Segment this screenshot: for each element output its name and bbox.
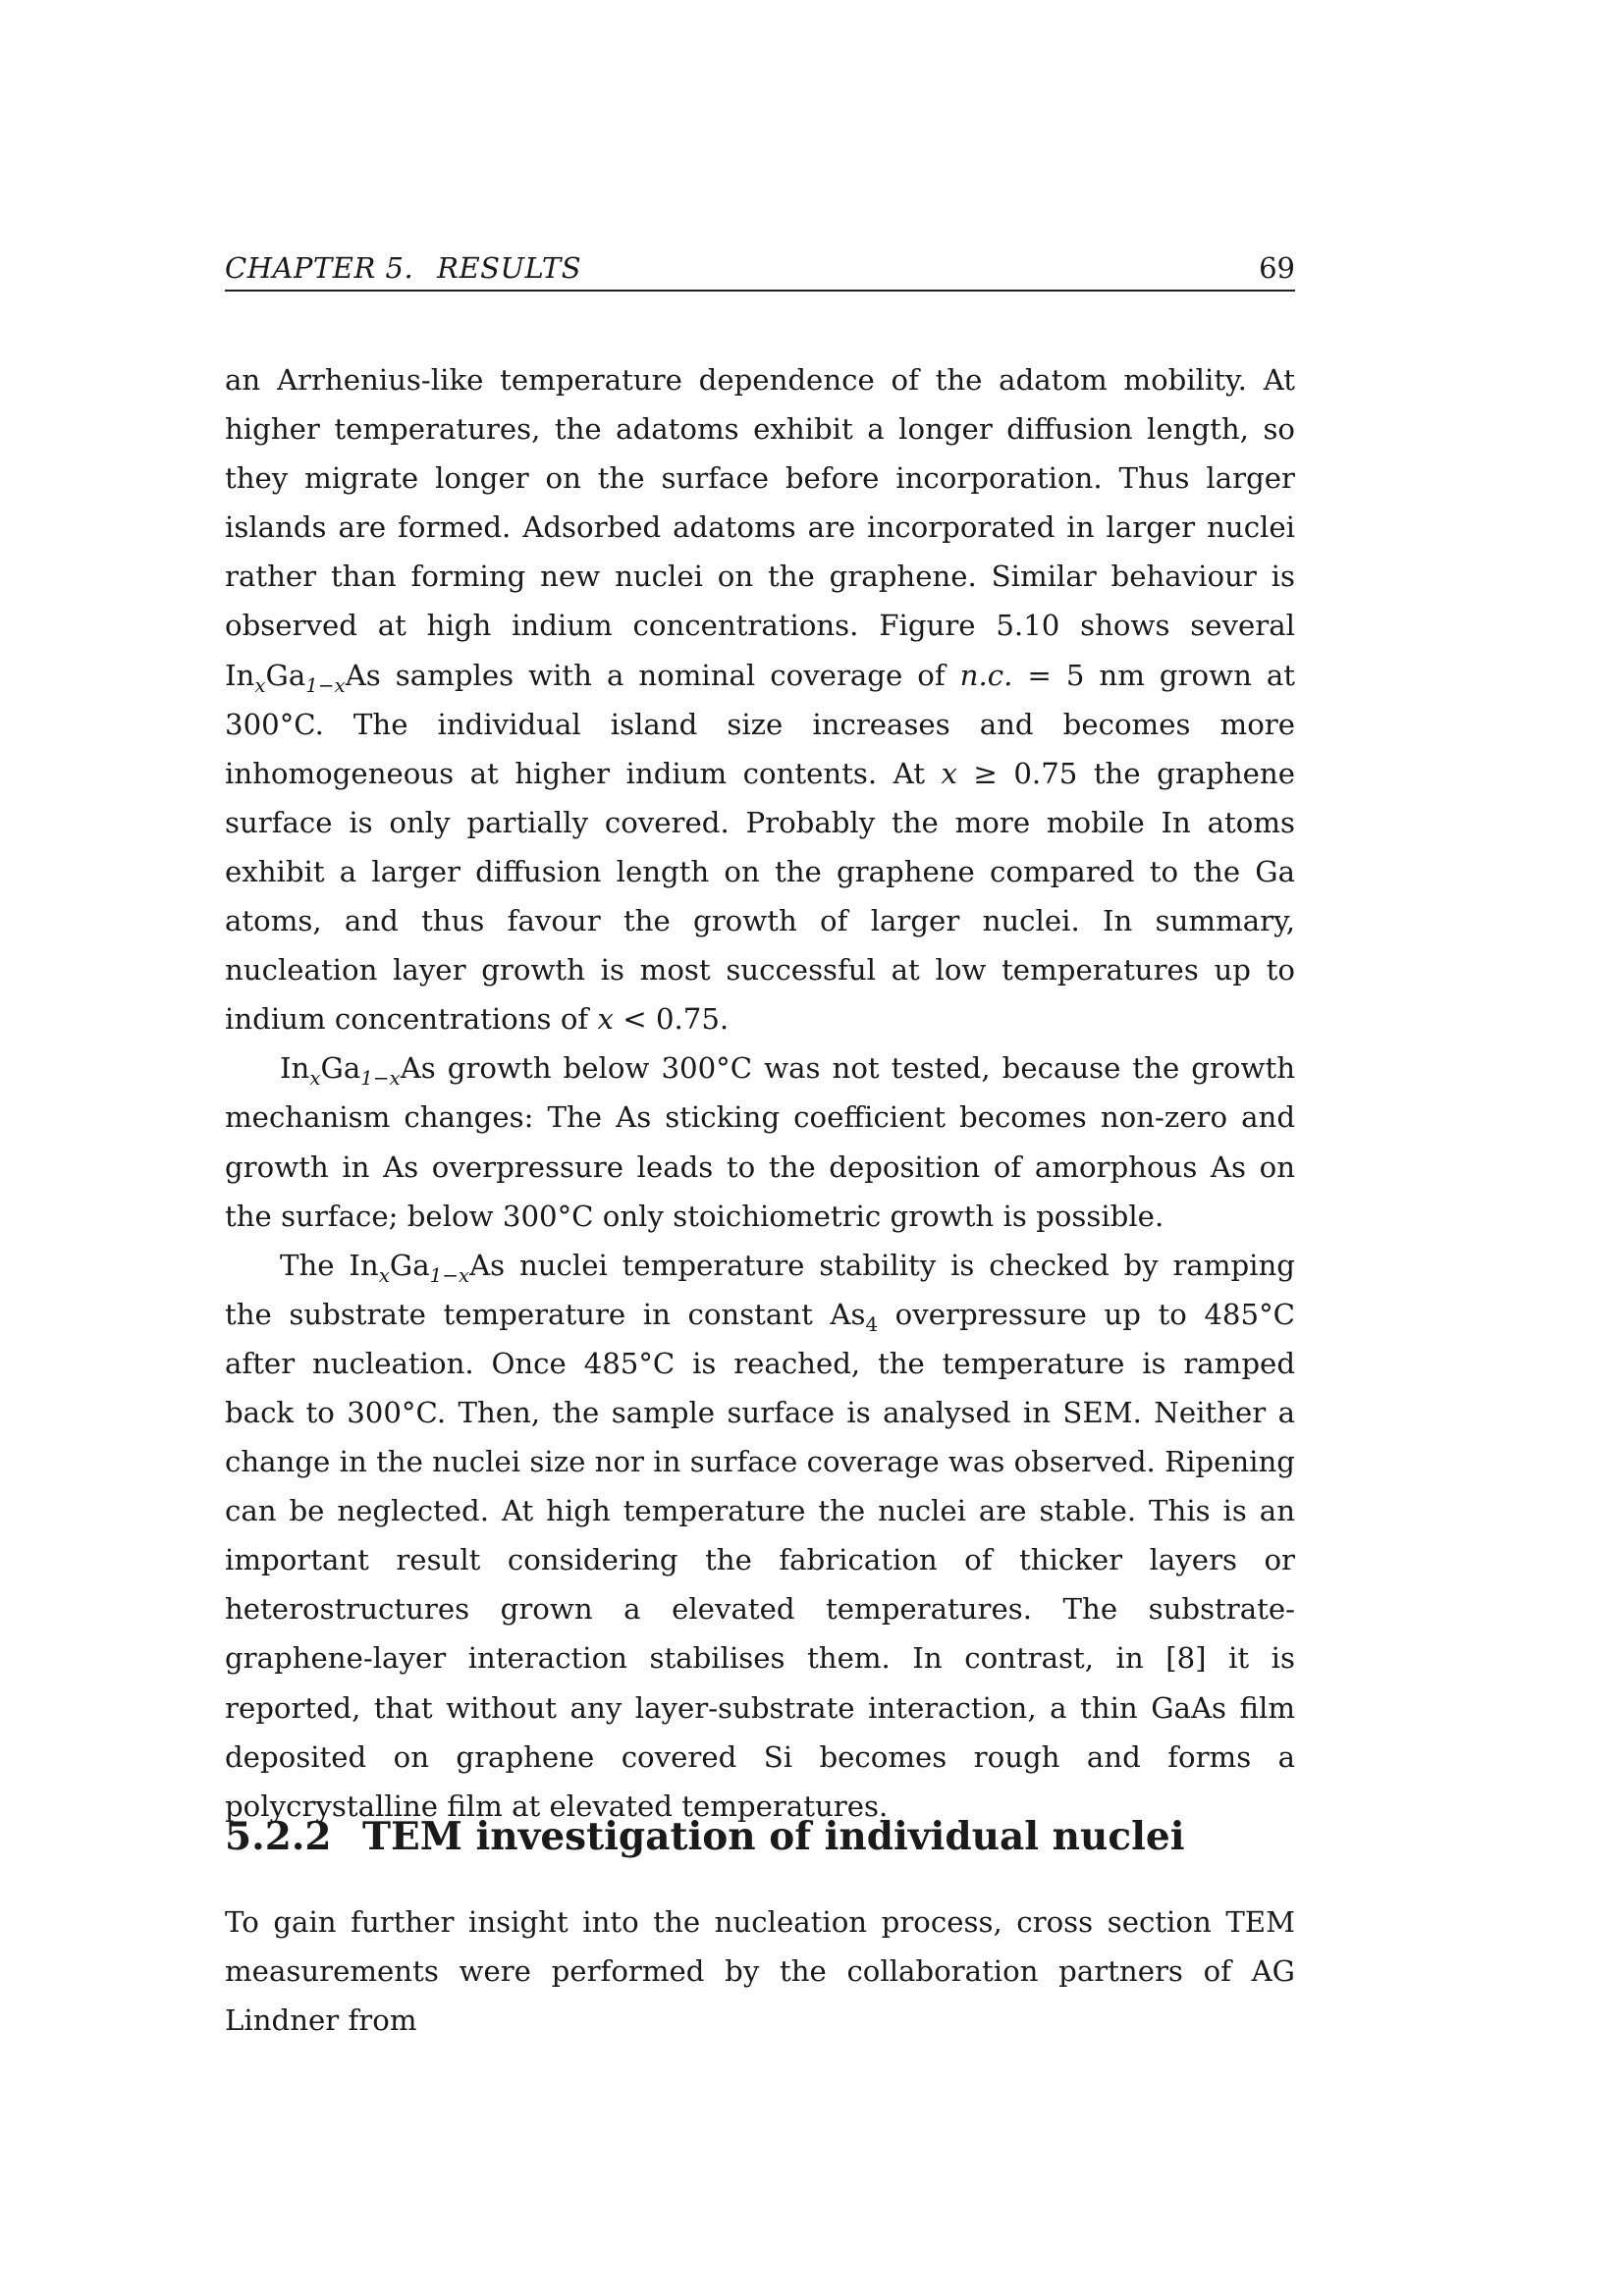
section-heading	[225, 1813, 1295, 1860]
section-number: 5.2.2	[225, 1814, 332, 1859]
page-number: 69	[1259, 251, 1295, 285]
section-title: TEM investigation of individual nuclei	[362, 1814, 1185, 1859]
paragraph-4: To gain further insight into the nucleation process, cross section TEM measurements were performed by the collaboration partners of AG Lindner from	[225, 1905, 1295, 2038]
chapter-label: CHAPTER 5.	[225, 251, 414, 285]
running-title	[225, 250, 581, 286]
paragraph-2: $In_xGa_{1-x}As$ growth below 300°C was not tested, because the growth mechanism changes: The As sticking coefficient becomes non-zero and growth in As overpressure leads to the deposition of amorphous As on the surface; below 300°C only stoichiometric growth is possible.	[225, 1051, 1295, 1233]
paragraph-3: The $In_xGa_{1-x}As$ nuclei temperature stability is checked by ramping the substrate temperature in constant $As_4$ overpressure up to 485°C after nucleation. Once 485°C is reached, the temperature is ramped back to 300°C. Then, the sample surface is analysed in SEM. Neither a change in the nuclei size nor in surface coverage was observed. Ripening can be neglected. At high temperature the nuclei are stable. This is an important result considering the fabrication of thicker layers or heterostructures grown a elevated temperatures. The substrate-graphene-layer interaction stabilises them. In contrast, in [8] it is reported, that without any layer-substrate interaction, a thin GaAs film deposited on graphene covered Si becomes rough and forms a polycrystalline film at elevated temperatures.	[225, 1248, 1295, 1823]
section-label: RESULTS	[437, 251, 582, 285]
paragraph-1: an Arrhenius-like temperature dependence of the adatom mobility. At higher temperatures, the adatoms exhibit a longer diffusion length, so they migrate longer on the surface before incorporation. Thus larger islands are formed. Adsorbed adatoms are incorporated in larger nuclei rather than forming new nuclei on the graphene. Similar behaviour is observed at high indium concentrations. Figure 5.10 shows several $In_xGa_{1-x}As$ samples with a nominal coverage of n.c. = 5 nm grown at 300°C. The individual island size increases and becomes more inhomogeneous at higher indium contents. At x ≥ 0.75 the graphene surface is only partially covered. Probably the more mobile In atoms exhibit a larger diffusion length on the graphene compared to the Ga atoms, and thus favour the growth of larger nuclei. In summary, nucleation layer growth is most successful at low temperatures up to indium concentrations of x < 0.75.	[225, 363, 1296, 1037]
body-text	[225, 355, 1295, 1831]
running-header	[225, 250, 1295, 292]
section-body	[225, 1897, 1295, 2045]
